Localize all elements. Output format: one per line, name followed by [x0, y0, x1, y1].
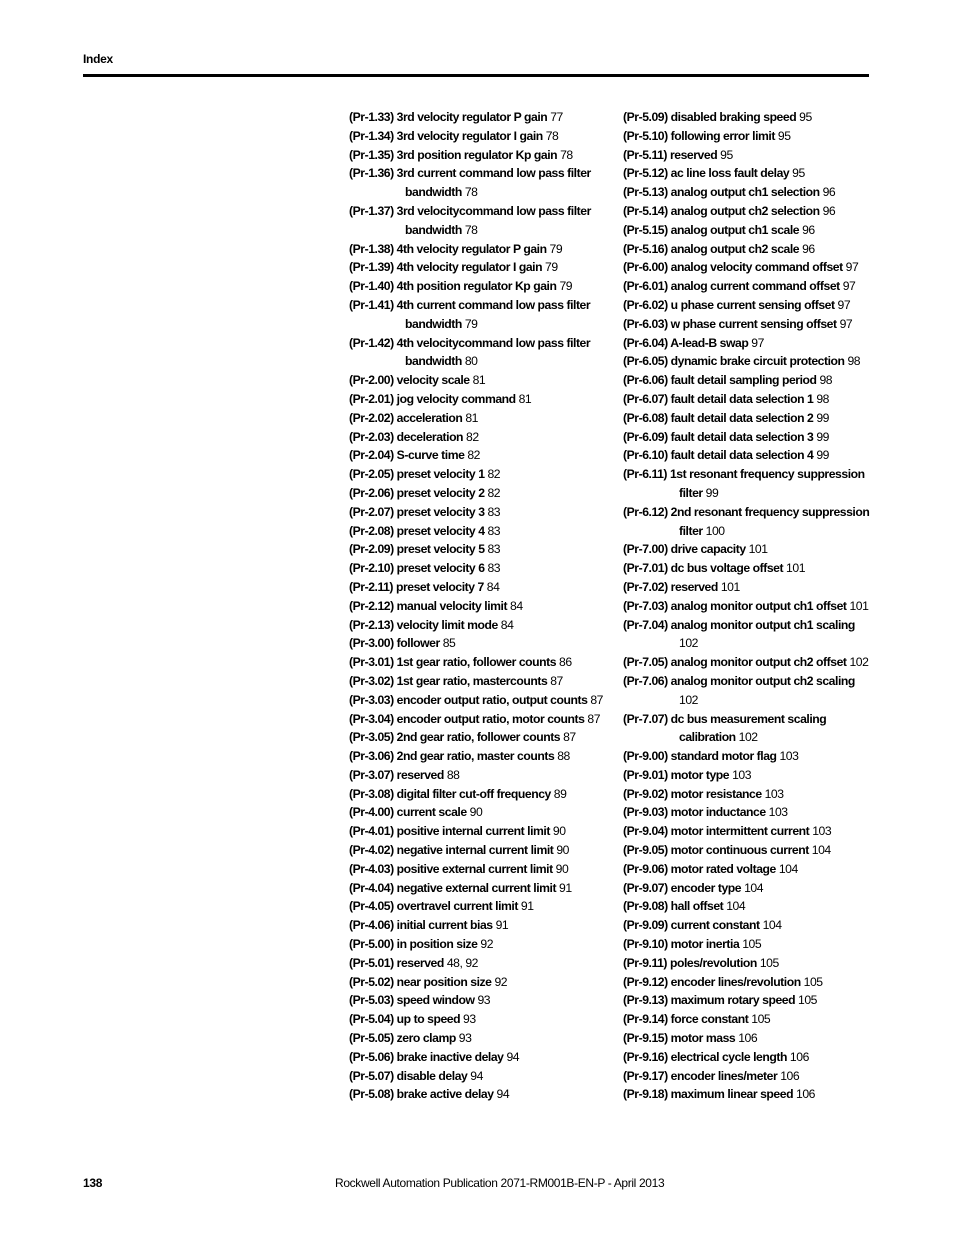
- index-page-ref[interactable]: 90: [556, 843, 569, 858]
- index-entry: [349, 127, 609, 146]
- index-page-ref[interactable]: 106: [789, 1049, 809, 1064]
- index-column-left: [349, 108, 609, 1104]
- index-page-ref[interactable]: 103: [779, 749, 799, 764]
- index-entry: [623, 597, 873, 616]
- index-page-ref[interactable]: 99: [816, 410, 829, 425]
- index-term: (Pr-9.18) maximum linear speed: [623, 1087, 794, 1102]
- index-entry: [349, 634, 609, 653]
- index-entry: [349, 841, 609, 860]
- index-entry: [349, 446, 609, 465]
- index-page-ref[interactable]: 104: [744, 880, 764, 895]
- index-term: (Pr-9.06) motor rated voltage: [623, 861, 776, 876]
- index-entry: [349, 1067, 609, 1086]
- index-term: (Pr-7.07) dc bus measurement scaling calibration: [623, 711, 827, 745]
- index-page-ref[interactable]: 105: [798, 993, 818, 1008]
- index-entry: [623, 221, 873, 240]
- index-term: (Pr-1.36) 3rd current command low pass filter bandwidth: [349, 166, 591, 200]
- index-entry: [349, 879, 609, 898]
- index-term: (Pr-1.38) 4th velocity regulator P gain: [349, 241, 547, 256]
- index-entry: [623, 465, 873, 503]
- index-entry: [623, 390, 873, 409]
- index-entry: [349, 747, 609, 766]
- index-entry: [349, 691, 609, 710]
- index-term: (Pr-5.12) ac line loss fault delay: [623, 166, 790, 181]
- index-term: (Pr-1.35) 3rd position regulator Kp gain: [349, 147, 558, 162]
- index-page-ref[interactable]: 102: [738, 730, 758, 745]
- index-page-ref[interactable]: 90: [555, 861, 569, 876]
- index-entry: [623, 991, 873, 1010]
- index-column-right: [623, 108, 873, 1104]
- index-page-ref[interactable]: 98: [847, 354, 861, 369]
- index-page-ref[interactable]: 83: [487, 561, 501, 576]
- index-term: (Pr-9.02) motor resistance: [623, 786, 762, 801]
- index-term: (Pr-2.13) velocity limit mode: [349, 617, 498, 632]
- index-term: (Pr-2.10) preset velocity 6: [349, 561, 485, 576]
- index-page-ref[interactable]: 101: [786, 561, 806, 576]
- index-page-ref[interactable]: 86: [559, 655, 572, 670]
- index-page-ref[interactable]: 91: [495, 918, 509, 933]
- index-entry: [623, 258, 873, 277]
- index-page-ref[interactable]: 103: [732, 767, 752, 782]
- index-page-ref[interactable]: 99: [705, 485, 719, 500]
- index-entry: [623, 164, 873, 183]
- index-page-ref[interactable]: 90: [469, 805, 483, 820]
- index-term: (Pr-6.01) analog current command offset: [623, 279, 840, 294]
- index-term: (Pr-5.14) analog output ch2 selection: [623, 203, 820, 218]
- index-term: (Pr-4.05) overtravel current limit: [349, 899, 518, 914]
- index-page-ref[interactable]: 78: [464, 185, 478, 200]
- index-page-ref[interactable]: 88: [446, 767, 460, 782]
- index-term: (Pr-6.04) A-lead-B swap: [623, 335, 749, 350]
- index-term: (Pr-6.02) u phase current sensing offset: [623, 297, 835, 312]
- index-page-ref[interactable]: 83: [487, 542, 501, 557]
- index-entry: [623, 616, 873, 654]
- index-term: (Pr-7.04) analog monitor output ch1 scaling: [623, 617, 855, 632]
- index-term: (Pr-6.12) 2nd resonant frequency suppression filter: [623, 504, 870, 538]
- index-term: (Pr-2.07) preset velocity 3: [349, 504, 485, 519]
- index-term: (Pr-9.01) motor type: [623, 767, 730, 782]
- page-number: 138: [83, 1176, 103, 1190]
- index-term: (Pr-4.00) current scale: [349, 805, 467, 820]
- index-entry: [349, 108, 609, 127]
- index-entry: [623, 803, 873, 822]
- index-term: (Pr-1.37) 3rd velocitycommand low pass filter bandwidth: [349, 203, 591, 237]
- index-page-ref[interactable]: 93: [458, 1031, 472, 1046]
- index-term: (Pr-7.05) analog monitor output ch2 offset: [623, 655, 847, 670]
- index-term: (Pr-9.08) hall offset: [623, 899, 724, 914]
- index-page-ref[interactable]: 97: [837, 297, 851, 312]
- index-page-ref[interactable]: 94: [506, 1049, 520, 1064]
- index-page-ref[interactable]: 85: [442, 636, 456, 651]
- index-term: (Pr-9.14) force constant: [623, 1012, 749, 1027]
- index-page-ref[interactable]: 91: [520, 899, 534, 914]
- index-term: (Pr-1.40) 4th position regulator Kp gain: [349, 279, 557, 294]
- index-page-ref[interactable]: 88: [557, 749, 570, 764]
- index-term: (Pr-9.04) motor intermittent current: [623, 824, 810, 839]
- index-page-ref[interactable]: 101: [748, 542, 768, 557]
- index-term: (Pr-1.34) 3rd velocity regulator I gain: [349, 128, 543, 143]
- index-entry: [349, 578, 609, 597]
- index-page-ref[interactable]: 81: [472, 373, 486, 388]
- index-entry: [349, 916, 609, 935]
- index-entry: [349, 465, 609, 484]
- index-entry: [349, 390, 609, 409]
- index-entry: [623, 973, 873, 992]
- index-entry: [623, 766, 873, 785]
- running-header: Index: [83, 52, 113, 66]
- index-entry: [623, 409, 873, 428]
- index-entry: [623, 954, 873, 973]
- index-page-ref[interactable]: 82: [487, 485, 501, 500]
- index-term: (Pr-4.03) positive external current limit: [349, 861, 553, 876]
- index-page-ref[interactable]: 105: [803, 974, 823, 989]
- index-page-ref[interactable]: 105: [742, 937, 762, 952]
- index-term: (Pr-2.08) preset velocity 4: [349, 523, 485, 538]
- index-page-ref[interactable]: 99: [816, 448, 829, 463]
- index-term: (Pr-9.03) motor inductance: [623, 805, 766, 820]
- index-entry: [349, 409, 609, 428]
- index-page-ref[interactable]: 103: [812, 824, 832, 839]
- index-page-ref[interactable]: 82: [487, 467, 501, 482]
- header-rule: [83, 74, 869, 77]
- index-page-ref[interactable]: 77: [550, 110, 563, 124]
- index-term: (Pr-7.00) drive capacity: [623, 542, 746, 557]
- index-page-ref[interactable]: 81: [518, 391, 532, 406]
- index-entry: [349, 991, 609, 1010]
- index-entry: [623, 710, 873, 748]
- index-entry: [623, 578, 873, 597]
- index-page-ref[interactable]: 92: [480, 937, 494, 952]
- index-entry: [349, 1010, 609, 1029]
- index-entry: [349, 728, 609, 747]
- index-page-ref[interactable]: 97: [751, 335, 764, 350]
- index-entry: [623, 897, 873, 916]
- index-entry: [623, 672, 873, 710]
- index-page-ref[interactable]: 96: [802, 241, 815, 256]
- index-entry: [623, 183, 873, 202]
- index-page-ref[interactable]: 96: [822, 185, 836, 200]
- index-term: (Pr-9.09) current constant: [623, 918, 760, 933]
- index-page-ref[interactable]: 95: [720, 147, 733, 162]
- index-entry: [349, 785, 609, 804]
- index-page-ref[interactable]: 92: [494, 974, 508, 989]
- index-entry: [623, 108, 873, 127]
- index-page-ref[interactable]: 94: [470, 1068, 483, 1083]
- index-page-ref[interactable]: 96: [822, 203, 836, 218]
- index-term: (Pr-9.07) encoder type: [623, 880, 742, 895]
- index-term: (Pr-5.06) brake inactive delay: [349, 1049, 504, 1064]
- index-term: (Pr-4.04) negative external current limit: [349, 880, 557, 895]
- index-term: (Pr-2.05) preset velocity 1: [349, 467, 485, 482]
- index-entry: [623, 1029, 873, 1048]
- index-entry: [623, 653, 873, 672]
- index-entry: [349, 296, 609, 334]
- index-page-ref[interactable]: 82: [466, 429, 479, 444]
- index-term: (Pr-2.01) jog velocity command: [349, 391, 516, 406]
- index-term: (Pr-9.12) encoder lines/revolution: [623, 974, 801, 989]
- index-page-ref[interactable]: 95: [792, 166, 805, 181]
- index-page-ref[interactable]: 87: [563, 730, 576, 745]
- index-page-ref[interactable]: 103: [768, 805, 788, 820]
- index-term: (Pr-3.08) digital filter cut-off frequency: [349, 786, 551, 801]
- index-term: (Pr-7.03) analog monitor output ch1 offset: [623, 598, 847, 613]
- index-page-ref[interactable]: 95: [799, 110, 812, 124]
- index-term: (Pr-3.05) 2nd gear ratio, follower counts: [349, 730, 561, 745]
- index-term: (Pr-3.07) reserved: [349, 767, 444, 782]
- index-entry: [623, 446, 873, 465]
- index-entry: [623, 879, 873, 898]
- index-term: (Pr-9.15) motor mass: [623, 1031, 736, 1046]
- index-entry: [349, 258, 609, 277]
- index-page-ref[interactable]: 95: [777, 128, 791, 143]
- index-page-ref[interactable]: 101: [849, 598, 869, 613]
- index-entry: [349, 428, 609, 447]
- index-entry: [349, 897, 609, 916]
- index-entry: [623, 352, 873, 371]
- index-page-ref[interactable]: 105: [759, 955, 779, 970]
- index-entry: [623, 127, 873, 146]
- index-page-ref[interactable]: 87: [587, 711, 601, 726]
- index-page-ref[interactable]: 84: [486, 579, 500, 594]
- index-term: (Pr-7.06) analog monitor output ch2 scaling: [623, 673, 855, 688]
- index-entry: [349, 1085, 609, 1104]
- index-term: (Pr-4.06) initial current bias: [349, 918, 493, 933]
- index-term: (Pr-5.15) analog output ch1 scale: [623, 222, 800, 237]
- index-page-ref[interactable]: 82: [467, 448, 481, 463]
- index-term: (Pr-3.03) encoder output ratio, output counts: [349, 692, 588, 707]
- index-entry: [349, 1048, 609, 1067]
- index-entry: [349, 766, 609, 785]
- index-entry: [623, 559, 873, 578]
- index-entry: [623, 503, 873, 541]
- index-term: (Pr-3.04) encoder output ratio, motor counts: [349, 711, 585, 726]
- index-entry: [623, 315, 873, 334]
- index-entry: [349, 240, 609, 259]
- publication-info: Rockwell Automation Publication 2071-RM001B-EN-P - April 2013: [335, 1176, 665, 1190]
- index-entry: [623, 747, 873, 766]
- index-entry: [623, 860, 873, 879]
- index-entry: [349, 202, 609, 240]
- index-term: (Pr-5.09) disabled braking speed: [623, 110, 797, 124]
- index-entry: [349, 559, 609, 578]
- index-page-ref[interactable]: 89: [553, 786, 567, 801]
- index-page-ref[interactable]: 91: [559, 880, 572, 895]
- index-term: (Pr-5.13) analog output ch1 selection: [623, 185, 820, 200]
- index-term: (Pr-5.08) brake active delay: [349, 1087, 494, 1102]
- index-page-ref[interactable]: 93: [463, 1012, 476, 1027]
- index-page-ref[interactable]: 80: [464, 354, 478, 369]
- index-term: (Pr-4.01) positive internal current limit: [349, 824, 550, 839]
- index-term: (Pr-2.12) manual velocity limit: [349, 598, 508, 613]
- index-term: (Pr-1.41) 4th current command low pass filter bandwidth: [349, 297, 591, 331]
- index-term: (Pr-6.10) fault detail data selection 4: [623, 448, 814, 463]
- index-term: (Pr-9.00) standard motor flag: [623, 749, 777, 764]
- index-term: (Pr-2.04) S-curve time: [349, 448, 465, 463]
- index-entry: [623, 1010, 873, 1029]
- index-page-ref[interactable]: 104: [778, 861, 798, 876]
- index-entry: [349, 616, 609, 635]
- index-term: (Pr-5.05) zero clamp: [349, 1031, 456, 1046]
- index-term: (Pr-9.16) electrical cycle length: [623, 1049, 787, 1064]
- index-entry: [349, 540, 609, 559]
- index-entry: [349, 164, 609, 202]
- index-term: (Pr-9.10) motor inertia: [623, 937, 740, 952]
- index-page-ref[interactable]: 98: [816, 391, 829, 406]
- index-entry: [623, 146, 873, 165]
- index-term: (Pr-7.02) reserved: [623, 579, 718, 594]
- index-term: (Pr-1.42) 4th velocitycommand low pass filter bandwidth: [349, 335, 591, 369]
- index-entry: [623, 785, 873, 804]
- index-page-ref[interactable]: 104: [726, 899, 746, 914]
- index-term: (Pr-6.05) dynamic brake circuit protection: [623, 354, 845, 369]
- index-term: (Pr-5.00) in position size: [349, 937, 478, 952]
- index-term: (Pr-7.01) dc bus voltage offset: [623, 561, 784, 576]
- index-entry: [349, 973, 609, 992]
- index-page-ref[interactable]: 102: [679, 636, 698, 651]
- index-page-ref[interactable]: 106: [738, 1031, 758, 1046]
- index-term: (Pr-4.02) negative internal current limit: [349, 843, 554, 858]
- index-term: (Pr-2.06) preset velocity 2: [349, 485, 485, 500]
- index-page-ref[interactable]: 83: [487, 504, 501, 519]
- index-page-ref[interactable]: 101: [720, 579, 740, 594]
- index-term: (Pr-6.03) w phase current sensing offset: [623, 316, 837, 331]
- index-term: (Pr-1.33) 3rd velocity regulator P gain: [349, 110, 548, 124]
- index-entry: [623, 1085, 873, 1104]
- index-term: (Pr-9.11) poles/revolution: [623, 955, 757, 970]
- index-entry: [349, 860, 609, 879]
- index-term: (Pr-9.05) motor continuous current: [623, 843, 809, 858]
- index-page-ref[interactable]: 83: [487, 523, 501, 538]
- index-page-ref[interactable]: 84: [510, 598, 523, 613]
- index-term: (Pr-5.07) disable delay: [349, 1068, 468, 1083]
- index-page-ref[interactable]: 81: [465, 410, 478, 425]
- index-page-ref[interactable]: 96: [802, 222, 815, 237]
- index-entry: [349, 503, 609, 522]
- index-term: (Pr-6.11) 1st resonant frequency suppression filter: [623, 467, 865, 500]
- index-entry: [349, 146, 609, 165]
- index-page-ref[interactable]: 99: [816, 429, 829, 444]
- index-entry: [349, 522, 609, 541]
- index-entry: [349, 672, 609, 691]
- index-term: (Pr-6.00) analog velocity command offset: [623, 260, 843, 275]
- index-entry: [623, 841, 873, 860]
- index-page-ref[interactable]: 106: [780, 1068, 800, 1083]
- index-page-ref[interactable]: 79: [549, 241, 563, 256]
- index-entry: [623, 240, 873, 259]
- index-page-ref[interactable]: 100: [705, 523, 725, 538]
- index-term: (Pr-5.03) speed window: [349, 993, 475, 1008]
- index-entry: [623, 277, 873, 296]
- index-entry: [623, 1048, 873, 1067]
- index-page-ref[interactable]: 97: [842, 279, 856, 294]
- index-entry: [623, 935, 873, 954]
- index-page-ref[interactable]: 79: [559, 279, 573, 294]
- index-entry: [349, 954, 609, 973]
- index-entry: [623, 822, 873, 841]
- index-page-ref[interactable]: 98: [819, 373, 833, 388]
- index-page-ref[interactable]: 102: [679, 692, 698, 707]
- index-entry: [623, 540, 873, 559]
- index-entry: [623, 1067, 873, 1086]
- index-term: (Pr-2.11) preset velocity 7: [349, 579, 484, 594]
- index-page-ref[interactable]: 94: [496, 1087, 510, 1102]
- index-term: (Pr-2.03) deceleration: [349, 429, 464, 444]
- index-entry: [623, 371, 873, 390]
- index-entry: [623, 916, 873, 935]
- index-page-ref[interactable]: 79: [545, 260, 558, 275]
- index-entry: [349, 653, 609, 672]
- index-page-ref[interactable]: 106: [796, 1087, 815, 1102]
- index-term: (Pr-1.39) 4th velocity regulator I gain: [349, 260, 543, 275]
- index-term: (Pr-5.04) up to speed: [349, 1012, 461, 1027]
- index-term: (Pr-5.02) near position size: [349, 974, 492, 989]
- index-term: (Pr-9.17) encoder lines/meter: [623, 1068, 778, 1083]
- index-page-ref[interactable]: 97: [845, 260, 859, 275]
- index-term: (Pr-6.08) fault detail data selection 2: [623, 410, 814, 425]
- index-term: (Pr-5.11) reserved: [623, 147, 718, 162]
- index-page-ref[interactable]: 97: [839, 316, 853, 331]
- index-term: (Pr-6.07) fault detail data selection 1: [623, 391, 814, 406]
- index-entry: [623, 296, 873, 315]
- index-term: (Pr-2.09) preset velocity 5: [349, 542, 485, 557]
- index-term: (Pr-3.01) 1st gear ratio, follower counts: [349, 655, 557, 670]
- index-entry: [349, 1029, 609, 1048]
- index-page-ref[interactable]: 93: [477, 993, 491, 1008]
- index-term: (Pr-3.02) 1st gear ratio, mastercounts: [349, 673, 548, 688]
- index-page-ref[interactable]: 48, 92: [446, 955, 478, 970]
- index-entry: [623, 202, 873, 221]
- index-entry: [349, 935, 609, 954]
- index-term: (Pr-6.09) fault detail data selection 3: [623, 429, 814, 444]
- index-entry: [349, 334, 609, 372]
- index-page-ref[interactable]: 87: [590, 692, 603, 707]
- index-entry: [349, 803, 609, 822]
- index-page-ref[interactable]: 90: [552, 824, 566, 839]
- index-entry: [623, 428, 873, 447]
- index-page-ref[interactable]: 102: [849, 655, 869, 670]
- index-page-ref[interactable]: 78: [545, 128, 559, 143]
- index-term: (Pr-9.13) maximum rotary speed: [623, 993, 796, 1008]
- index-page-ref[interactable]: 103: [764, 786, 784, 801]
- index-entry: [349, 371, 609, 390]
- index-page-ref[interactable]: 78: [464, 222, 478, 237]
- index-term: (Pr-5.16) analog output ch2 scale: [623, 241, 800, 256]
- index-term: (Pr-5.10) following error limit: [623, 128, 775, 143]
- index-entry: [349, 484, 609, 503]
- index-entry: [349, 710, 609, 729]
- index-page-ref[interactable]: 104: [762, 918, 782, 933]
- index-entry: [349, 822, 609, 841]
- index-page-ref[interactable]: 79: [464, 316, 478, 331]
- index-page-ref[interactable]: 78: [560, 147, 573, 162]
- index-entry: [623, 334, 873, 353]
- index-term: (Pr-3.06) 2nd gear ratio, master counts: [349, 749, 555, 764]
- index-term: (Pr-6.06) fault detail sampling period: [623, 373, 817, 388]
- index-page-ref[interactable]: 104: [811, 843, 831, 858]
- index-term: (Pr-2.00) velocity scale: [349, 373, 470, 388]
- index-entry: [349, 597, 609, 616]
- index-term: (Pr-3.00) follower: [349, 636, 440, 651]
- index-term: (Pr-2.02) acceleration: [349, 410, 463, 425]
- index-page-ref[interactable]: 87: [550, 673, 563, 688]
- index-page-ref[interactable]: 105: [751, 1012, 771, 1027]
- index-term: (Pr-5.01) reserved: [349, 955, 444, 970]
- index-page-ref[interactable]: 84: [500, 617, 514, 632]
- index-entry: [349, 277, 609, 296]
